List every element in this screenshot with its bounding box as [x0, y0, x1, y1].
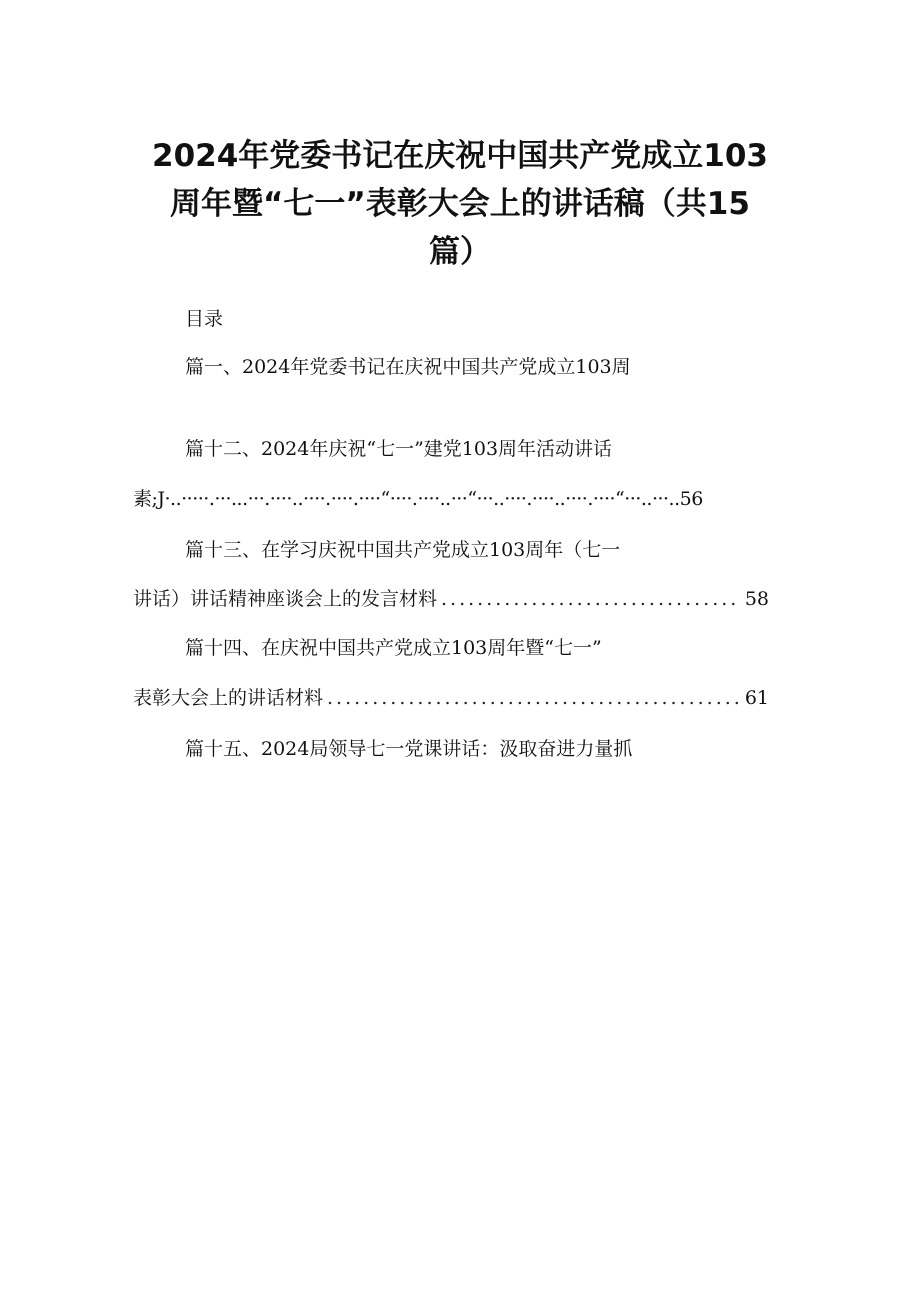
toc-entry-12-title: 篇十二、2024年庆祝“七一”建党103周年活动讲话 [185, 438, 613, 460]
title-line-1: 2024年党委书记在庆祝中国共产党成立103 [152, 138, 768, 174]
toc-entry-1: 篇一、2024年党委书记在庆祝中国共产党成立103周 [185, 356, 631, 378]
title-line-2: 周年暨“七一”表彰大会上的讲话稿（共15 [170, 186, 750, 222]
toc-entry-14-page-number: 61 [744, 687, 769, 709]
dot-leader [441, 585, 741, 613]
toc-entry-13-page-number: 58 [744, 588, 769, 610]
dot-leader [327, 684, 741, 712]
toc-entry-14-leader-row [133, 684, 769, 712]
toc-entry-13-continuation: 讲话）讲话精神座谈会上的发言材料 [133, 588, 438, 610]
toc-entry-14-title: 篇十四、在庆祝中国共产党成立103周年暨“七一” [185, 637, 602, 659]
toc-entry-15-title: 篇十五、2024局领导七一党课讲话：汲取奋进力量抓 [185, 738, 633, 760]
toc-heading: 目录 [185, 308, 224, 330]
toc-entry-13-leader-row [133, 585, 769, 613]
toc-entry-13-title: 篇十三、在学习庆祝中国共产党成立103周年（七一 [185, 539, 621, 561]
toc-entry-12-leader-line: 素;J·..·····.···...···.····..····.····.····“····.····..···“···..····.····..····.····“···..···..56 [133, 488, 703, 510]
document-title [130, 132, 790, 276]
toc-entry-14-continuation: 表彰大会上的讲话材料 [133, 687, 324, 709]
title-line-3: 篇） [429, 234, 491, 270]
